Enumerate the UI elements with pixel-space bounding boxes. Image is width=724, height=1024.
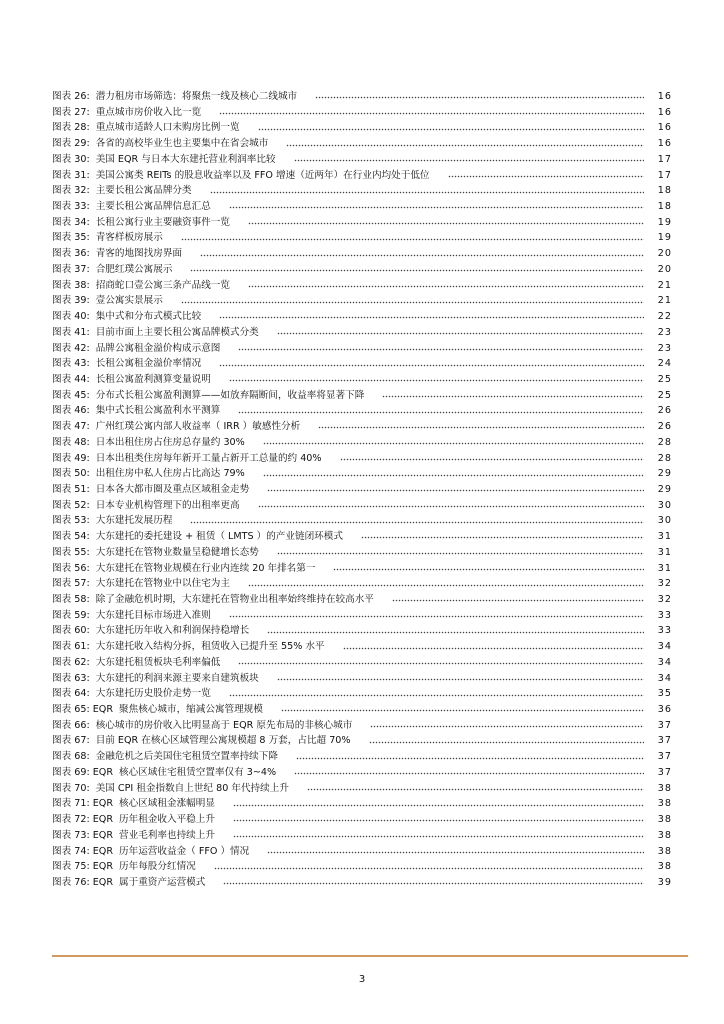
toc-entry[interactable] xyxy=(52,372,672,388)
dot-leader xyxy=(210,189,644,194)
page-ref: 20 xyxy=(657,263,672,275)
page-ref: 31 xyxy=(657,531,672,543)
page-ref: 17 xyxy=(657,153,672,165)
figure-label: 图表 66: xyxy=(52,719,90,731)
toc-entry[interactable] xyxy=(52,403,672,419)
figure-label: 图表 59: xyxy=(52,609,90,621)
dot-leader xyxy=(340,456,644,461)
toc-entry[interactable] xyxy=(52,529,672,545)
figure-title: 分布式长租公寓盈利测算——如放弃隔断间，收益率将显著下降 xyxy=(95,389,365,401)
page-ref: 25 xyxy=(657,373,672,385)
figure-label: 图表 36: xyxy=(52,248,90,260)
dot-leader xyxy=(343,645,644,650)
figure-label: 图表 49: xyxy=(52,452,90,464)
dot-leader xyxy=(233,802,644,807)
toc-entry[interactable] xyxy=(52,781,672,797)
figure-title: 主要长租公寓品牌分类 xyxy=(95,185,192,197)
figure-title: 日本各大都市圈及重点区域租金走势 xyxy=(95,483,250,495)
toc-entry[interactable] xyxy=(52,592,672,608)
toc-entry[interactable] xyxy=(52,278,672,294)
toc-entry[interactable] xyxy=(52,388,672,404)
page-ref: 17 xyxy=(657,169,672,181)
figure-title: 目前市面上主要长租公寓品牌模式分类 xyxy=(95,326,259,338)
figure-title: 核心区域住宅租赁空置率仅有 3~4% xyxy=(119,766,277,778)
page-ref: 39 xyxy=(657,876,672,888)
figure-title: 日本专业机构管理下的出租率更高 xyxy=(95,499,240,511)
figure-label: 图表 65: EQR xyxy=(52,704,114,716)
figure-title: 大东建托租赁板块毛利率偏低 xyxy=(95,656,221,668)
toc-entry[interactable] xyxy=(52,639,672,655)
page-ref: 35 xyxy=(657,688,672,700)
figure-label: 图表 72: EQR xyxy=(52,814,114,826)
toc-entry[interactable] xyxy=(52,105,672,121)
figure-title: 广州红璞公寓内部人收益率（ IRR ）敏感性分析 xyxy=(95,421,301,433)
figure-title: 各省的高校毕业生也主要集中在省会城市 xyxy=(95,138,269,150)
figure-label: 图表 51: xyxy=(52,483,90,495)
dot-leader xyxy=(181,236,644,241)
dot-leader xyxy=(190,519,644,524)
figure-title: 集中式长租公寓盈利水平测算 xyxy=(95,405,221,417)
toc-entry[interactable] xyxy=(52,875,672,891)
dot-leader xyxy=(258,126,644,131)
figure-title: 历年每股分红情况 xyxy=(119,861,196,873)
figure-title: 除了金融危机时期，大东建托在管物业出租率始终维持在较高水平 xyxy=(95,594,374,605)
toc-entry[interactable] xyxy=(52,435,672,451)
figure-title: 集中式和分布式模式比较 xyxy=(95,311,202,323)
toc-entry[interactable] xyxy=(52,498,672,514)
page-ref: 33 xyxy=(657,625,672,637)
page-ref: 38 xyxy=(657,814,672,826)
page-ref: 38 xyxy=(657,829,672,841)
dot-leader xyxy=(277,676,644,681)
figure-title: 大东建托目标市场进入准则 xyxy=(95,609,211,621)
figure-label: 图表 40: xyxy=(52,311,90,323)
dot-leader xyxy=(229,204,644,209)
page-ref: 23 xyxy=(657,342,672,354)
page-ref: 18 xyxy=(657,185,672,197)
dot-leader xyxy=(392,597,644,602)
dot-leader xyxy=(219,362,644,367)
dot-leader xyxy=(263,440,644,445)
figure-label: 图表 61: xyxy=(52,641,90,653)
dot-leader xyxy=(369,739,644,744)
figure-label: 图表 75: EQR xyxy=(52,861,114,873)
figure-title: 大东建托在管物业规模在行业内连续 20 年排名第一 xyxy=(95,562,316,574)
page-ref: 21 xyxy=(657,279,672,291)
figure-label: 图表 37: xyxy=(52,263,90,275)
figure-title: 美国 CPI 租金指数自上世纪 80 年代持续上升 xyxy=(95,782,289,794)
figure-title: 长租公寓盈利测算变量说明 xyxy=(95,373,211,385)
toc-entry[interactable] xyxy=(52,199,672,215)
figure-title: 重点城市房价收入比一览 xyxy=(95,106,202,118)
page-ref: 38 xyxy=(657,845,672,857)
dot-leader xyxy=(318,424,644,429)
figure-label: 图表 26: xyxy=(52,91,90,102)
page-ref: 22 xyxy=(657,311,672,323)
toc-entry[interactable] xyxy=(52,686,672,702)
figure-title: 日本出租住房占住房总存量约 30% xyxy=(95,436,245,448)
dot-leader xyxy=(190,267,644,272)
page-ref: 29 xyxy=(657,483,672,495)
figure-title: 出租住房中私人住房占比高达 79% xyxy=(95,468,245,480)
figure-label: 图表 52: xyxy=(52,499,90,511)
page-ref: 20 xyxy=(657,248,672,260)
figure-label: 图表 70: xyxy=(52,782,90,794)
dot-leader xyxy=(238,346,644,351)
figure-title: 青客的地图找房界面 xyxy=(95,248,183,260)
figure-label: 图表 32: xyxy=(52,185,90,197)
toc-entry[interactable] xyxy=(52,136,672,152)
dot-leader xyxy=(267,487,644,492)
dot-leader xyxy=(296,755,644,760)
dot-leader xyxy=(200,252,644,257)
figure-label: 图表 53: xyxy=(52,515,90,527)
toc-entry[interactable] xyxy=(52,262,672,278)
page-ref: 24 xyxy=(657,358,672,370)
toc-entry[interactable] xyxy=(52,765,672,781)
dot-leader xyxy=(277,550,644,555)
figure-label: 图表 73: EQR xyxy=(52,829,114,841)
toc-entry[interactable] xyxy=(52,183,672,199)
figure-label: 图表 29: xyxy=(52,138,90,150)
page-ref: 23 xyxy=(657,326,672,338)
toc-entry[interactable] xyxy=(52,608,672,624)
figure-label: 图表 58: xyxy=(52,594,90,605)
page-ref: 16 xyxy=(657,91,672,102)
toc-entry[interactable] xyxy=(52,419,672,435)
dot-leader xyxy=(307,786,644,791)
dot-leader xyxy=(361,534,644,539)
figure-title: 目前 EQR 在核心区域管理公寓规模超 8 万套，占比超 70% xyxy=(95,735,351,747)
footer-divider xyxy=(52,955,688,957)
figure-label: 图表 54: xyxy=(52,531,90,543)
figure-label: 图表 43: xyxy=(52,358,90,370)
figure-title: 美国 EQR 与日本大东建托营业利润率比较 xyxy=(95,153,276,165)
page-ref: 30 xyxy=(657,499,672,511)
figure-title: 属于重资产运营模式 xyxy=(119,876,206,888)
dot-leader xyxy=(233,817,644,822)
page-ref: 30 xyxy=(657,515,672,527)
dot-leader xyxy=(294,157,644,162)
page-ref: 32 xyxy=(657,594,672,605)
dot-leader xyxy=(286,142,644,147)
dot-leader xyxy=(294,770,644,775)
figure-title: 招商蛇口壹公寓三条产品线一览 xyxy=(95,279,230,291)
dot-leader xyxy=(370,723,644,728)
figure-label: 图表 50: xyxy=(52,468,90,480)
page-ref: 25 xyxy=(657,389,672,401)
figure-label: 图表 57: xyxy=(52,578,90,590)
figure-label: 图表 33: xyxy=(52,201,90,213)
page-ref: 18 xyxy=(657,201,672,213)
page-ref: 28 xyxy=(657,436,672,448)
page-number: 3 xyxy=(358,974,366,985)
figure-title: 大东建托发展历程 xyxy=(95,515,173,527)
page-ref: 36 xyxy=(657,704,672,716)
toc-entry[interactable] xyxy=(52,152,672,168)
dot-leader xyxy=(248,283,644,288)
figure-label: 图表 68: xyxy=(52,751,90,763)
figure-title: 合肥红璞公寓展示 xyxy=(95,263,173,275)
dot-leader xyxy=(219,314,644,319)
figure-label: 图表 67: xyxy=(52,735,90,747)
toc-entry[interactable] xyxy=(52,702,672,718)
dot-leader xyxy=(281,707,644,712)
figure-title: 日本出租类住房每年新开工量占新开工总量的约 40% xyxy=(95,452,322,464)
figure-title: 聚焦核心城市，缩减公寓管理规模 xyxy=(119,704,263,716)
dot-leader xyxy=(267,849,644,854)
dot-leader xyxy=(267,629,644,634)
dot-leader xyxy=(258,503,644,508)
page-ref: 29 xyxy=(657,468,672,480)
dot-leader xyxy=(382,393,644,398)
toc-entry[interactable] xyxy=(52,230,672,246)
toc-entry[interactable] xyxy=(52,623,672,639)
figure-label: 图表 56: xyxy=(52,562,90,574)
toc-entry[interactable] xyxy=(52,828,672,844)
toc-entry[interactable] xyxy=(52,246,672,262)
page-ref: 32 xyxy=(657,578,672,590)
figure-label: 图表 39: xyxy=(52,295,90,307)
page-ref: 16 xyxy=(657,138,672,150)
toc-entry[interactable] xyxy=(52,655,672,671)
toc-entry[interactable] xyxy=(52,812,672,828)
figure-title: 大东建托的委托建设 + 租赁（ LMTS ）的产业链闭环模式 xyxy=(95,531,343,543)
figure-title: 长租公寓租金溢价率情况 xyxy=(95,358,202,370)
toc-entry[interactable] xyxy=(52,325,672,341)
figure-label: 图表 31: xyxy=(52,169,90,181)
dot-leader xyxy=(233,833,644,838)
page-ref: 33 xyxy=(657,609,672,621)
toc-entry[interactable] xyxy=(52,576,672,592)
page-ref: 37 xyxy=(657,766,672,778)
dot-leader xyxy=(181,299,644,304)
toc-entry[interactable] xyxy=(52,749,672,765)
toc-entry[interactable] xyxy=(52,513,672,529)
figure-label: 图表 42: xyxy=(52,342,90,354)
figure-label: 图表 71: EQR xyxy=(52,798,114,810)
figure-title: 青客样板房展示 xyxy=(95,232,163,244)
toc-entry[interactable] xyxy=(52,341,672,357)
figure-label: 图表 47: xyxy=(52,421,90,433)
page-ref: 31 xyxy=(657,562,672,574)
toc-entry[interactable] xyxy=(52,215,672,231)
toc-entry[interactable] xyxy=(52,466,672,482)
figure-label: 图表 76: EQR xyxy=(52,876,114,888)
dot-leader xyxy=(214,865,644,870)
page-ref: 26 xyxy=(657,421,672,433)
dot-leader xyxy=(248,582,644,587)
figure-label: 图表 41: xyxy=(52,326,90,338)
page-ref: 19 xyxy=(657,216,672,228)
dot-leader xyxy=(219,110,644,115)
toc-entry[interactable] xyxy=(52,859,672,875)
toc-entry[interactable] xyxy=(52,89,672,105)
figure-label: 图表 60: xyxy=(52,625,90,637)
figure-label: 图表 35: xyxy=(52,232,90,244)
figure-title: 主要长租公寓品牌信息汇总 xyxy=(95,201,211,213)
figure-label: 图表 28: xyxy=(52,122,90,134)
figure-title: 潜力租房市场筛选：将聚焦一线及核心二线城市 xyxy=(95,91,298,102)
page-ref: 37 xyxy=(657,751,672,763)
figure-title: 大东建托历年收入和利润保持稳增长 xyxy=(95,625,250,637)
figure-label: 图表 69: EQR xyxy=(52,766,114,778)
dot-leader xyxy=(229,692,644,697)
toc-entry[interactable] xyxy=(52,356,672,372)
figure-label: 图表 34: xyxy=(52,216,90,228)
figure-title: 大东建托的利润来源主要来自建筑板块 xyxy=(95,672,259,684)
page-ref: 26 xyxy=(657,405,672,417)
dot-leader xyxy=(238,409,644,414)
toc-entry[interactable] xyxy=(52,545,672,561)
figure-label: 图表 48: xyxy=(52,436,90,448)
page-ref: 38 xyxy=(657,782,672,794)
figure-label: 图表 64: xyxy=(52,688,90,700)
page-ref: 34 xyxy=(657,672,672,684)
toc-entry[interactable] xyxy=(52,561,672,577)
dot-leader xyxy=(248,220,644,225)
toc-entry[interactable] xyxy=(52,120,672,136)
figure-label: 图表 45: xyxy=(52,389,90,401)
page-ref: 38 xyxy=(657,798,672,810)
dot-leader xyxy=(315,94,644,99)
figure-title: 大东建托在管物业中以住宅为主 xyxy=(95,578,230,590)
figure-title: 重点城市适龄人口未购房比例一览 xyxy=(95,122,240,134)
page-ref: 34 xyxy=(657,641,672,653)
dot-leader xyxy=(229,613,644,618)
figure-title: 核心区域租金涨幅明显 xyxy=(119,798,215,810)
figure-label: 图表 46: xyxy=(52,405,90,417)
dot-leader xyxy=(333,566,644,571)
dot-leader xyxy=(229,377,644,382)
page-ref: 31 xyxy=(657,546,672,558)
figure-label: 图表 55: xyxy=(52,546,90,558)
figure-label: 图表 44: xyxy=(52,373,90,385)
table-of-figures xyxy=(52,89,672,891)
figure-title: 大东建托在管物业数量呈稳健增长态势 xyxy=(95,546,259,558)
page-ref: 37 xyxy=(657,735,672,747)
page-ref: 38 xyxy=(657,861,672,873)
page-ref: 28 xyxy=(657,452,672,464)
dot-leader xyxy=(277,330,644,335)
page-ref: 16 xyxy=(657,106,672,118)
dot-leader xyxy=(263,472,644,477)
toc-entry[interactable] xyxy=(52,309,672,325)
figure-label: 图表 30: xyxy=(52,153,90,165)
dot-leader xyxy=(238,660,644,665)
figure-title: 品牌公寓租金溢价构成示意图 xyxy=(95,342,221,354)
page-ref: 21 xyxy=(657,295,672,307)
toc-entry[interactable] xyxy=(52,671,672,687)
toc-entry[interactable] xyxy=(52,733,672,749)
figure-title: 金融危机之后美国住宅租赁空置率持续下降 xyxy=(95,751,278,763)
figure-title: 美国公寓类 REITs 的股息收益率以及 FFO 增速（近两年）在行业内均处于低位 xyxy=(95,169,430,181)
figure-label: 图表 63: xyxy=(52,672,90,684)
figure-label: 图表 74: EQR xyxy=(52,845,114,857)
page-ref: 16 xyxy=(657,122,672,134)
figure-label: 图表 27: xyxy=(52,106,90,118)
figure-title: 营业毛利率也持续上升 xyxy=(119,829,215,841)
figure-label: 图表 62: xyxy=(52,656,90,668)
page-ref: 34 xyxy=(657,656,672,668)
toc-entry[interactable] xyxy=(52,293,672,309)
figure-title: 壹公寓实景展示 xyxy=(95,295,163,307)
toc-entry[interactable] xyxy=(52,168,672,184)
figure-title: 大东建托收入结构分拆，租赁收入已提升至 55% 水平 xyxy=(95,641,325,653)
toc-entry[interactable] xyxy=(52,796,672,812)
figure-title: 历年租金收入平稳上升 xyxy=(119,814,215,826)
toc-entry[interactable] xyxy=(52,844,672,860)
page-ref: 19 xyxy=(657,232,672,244)
dot-leader xyxy=(223,880,644,885)
figure-title: 大东建托历史股价走势一览 xyxy=(95,688,211,700)
figure-title: 核心城市的房价收入比明显高于 EQR 原先布局的非核心城市 xyxy=(95,719,353,731)
toc-entry[interactable] xyxy=(52,451,672,467)
figure-label: 图表 38: xyxy=(52,279,90,291)
figure-title: 历年运营收益金（ FFO ）情况 xyxy=(119,845,250,857)
page-ref: 37 xyxy=(657,719,672,731)
figure-title: 长租公寓行业主要融资事件一览 xyxy=(95,216,230,228)
toc-entry[interactable] xyxy=(52,718,672,734)
dot-leader xyxy=(448,173,644,178)
toc-entry[interactable] xyxy=(52,482,672,498)
